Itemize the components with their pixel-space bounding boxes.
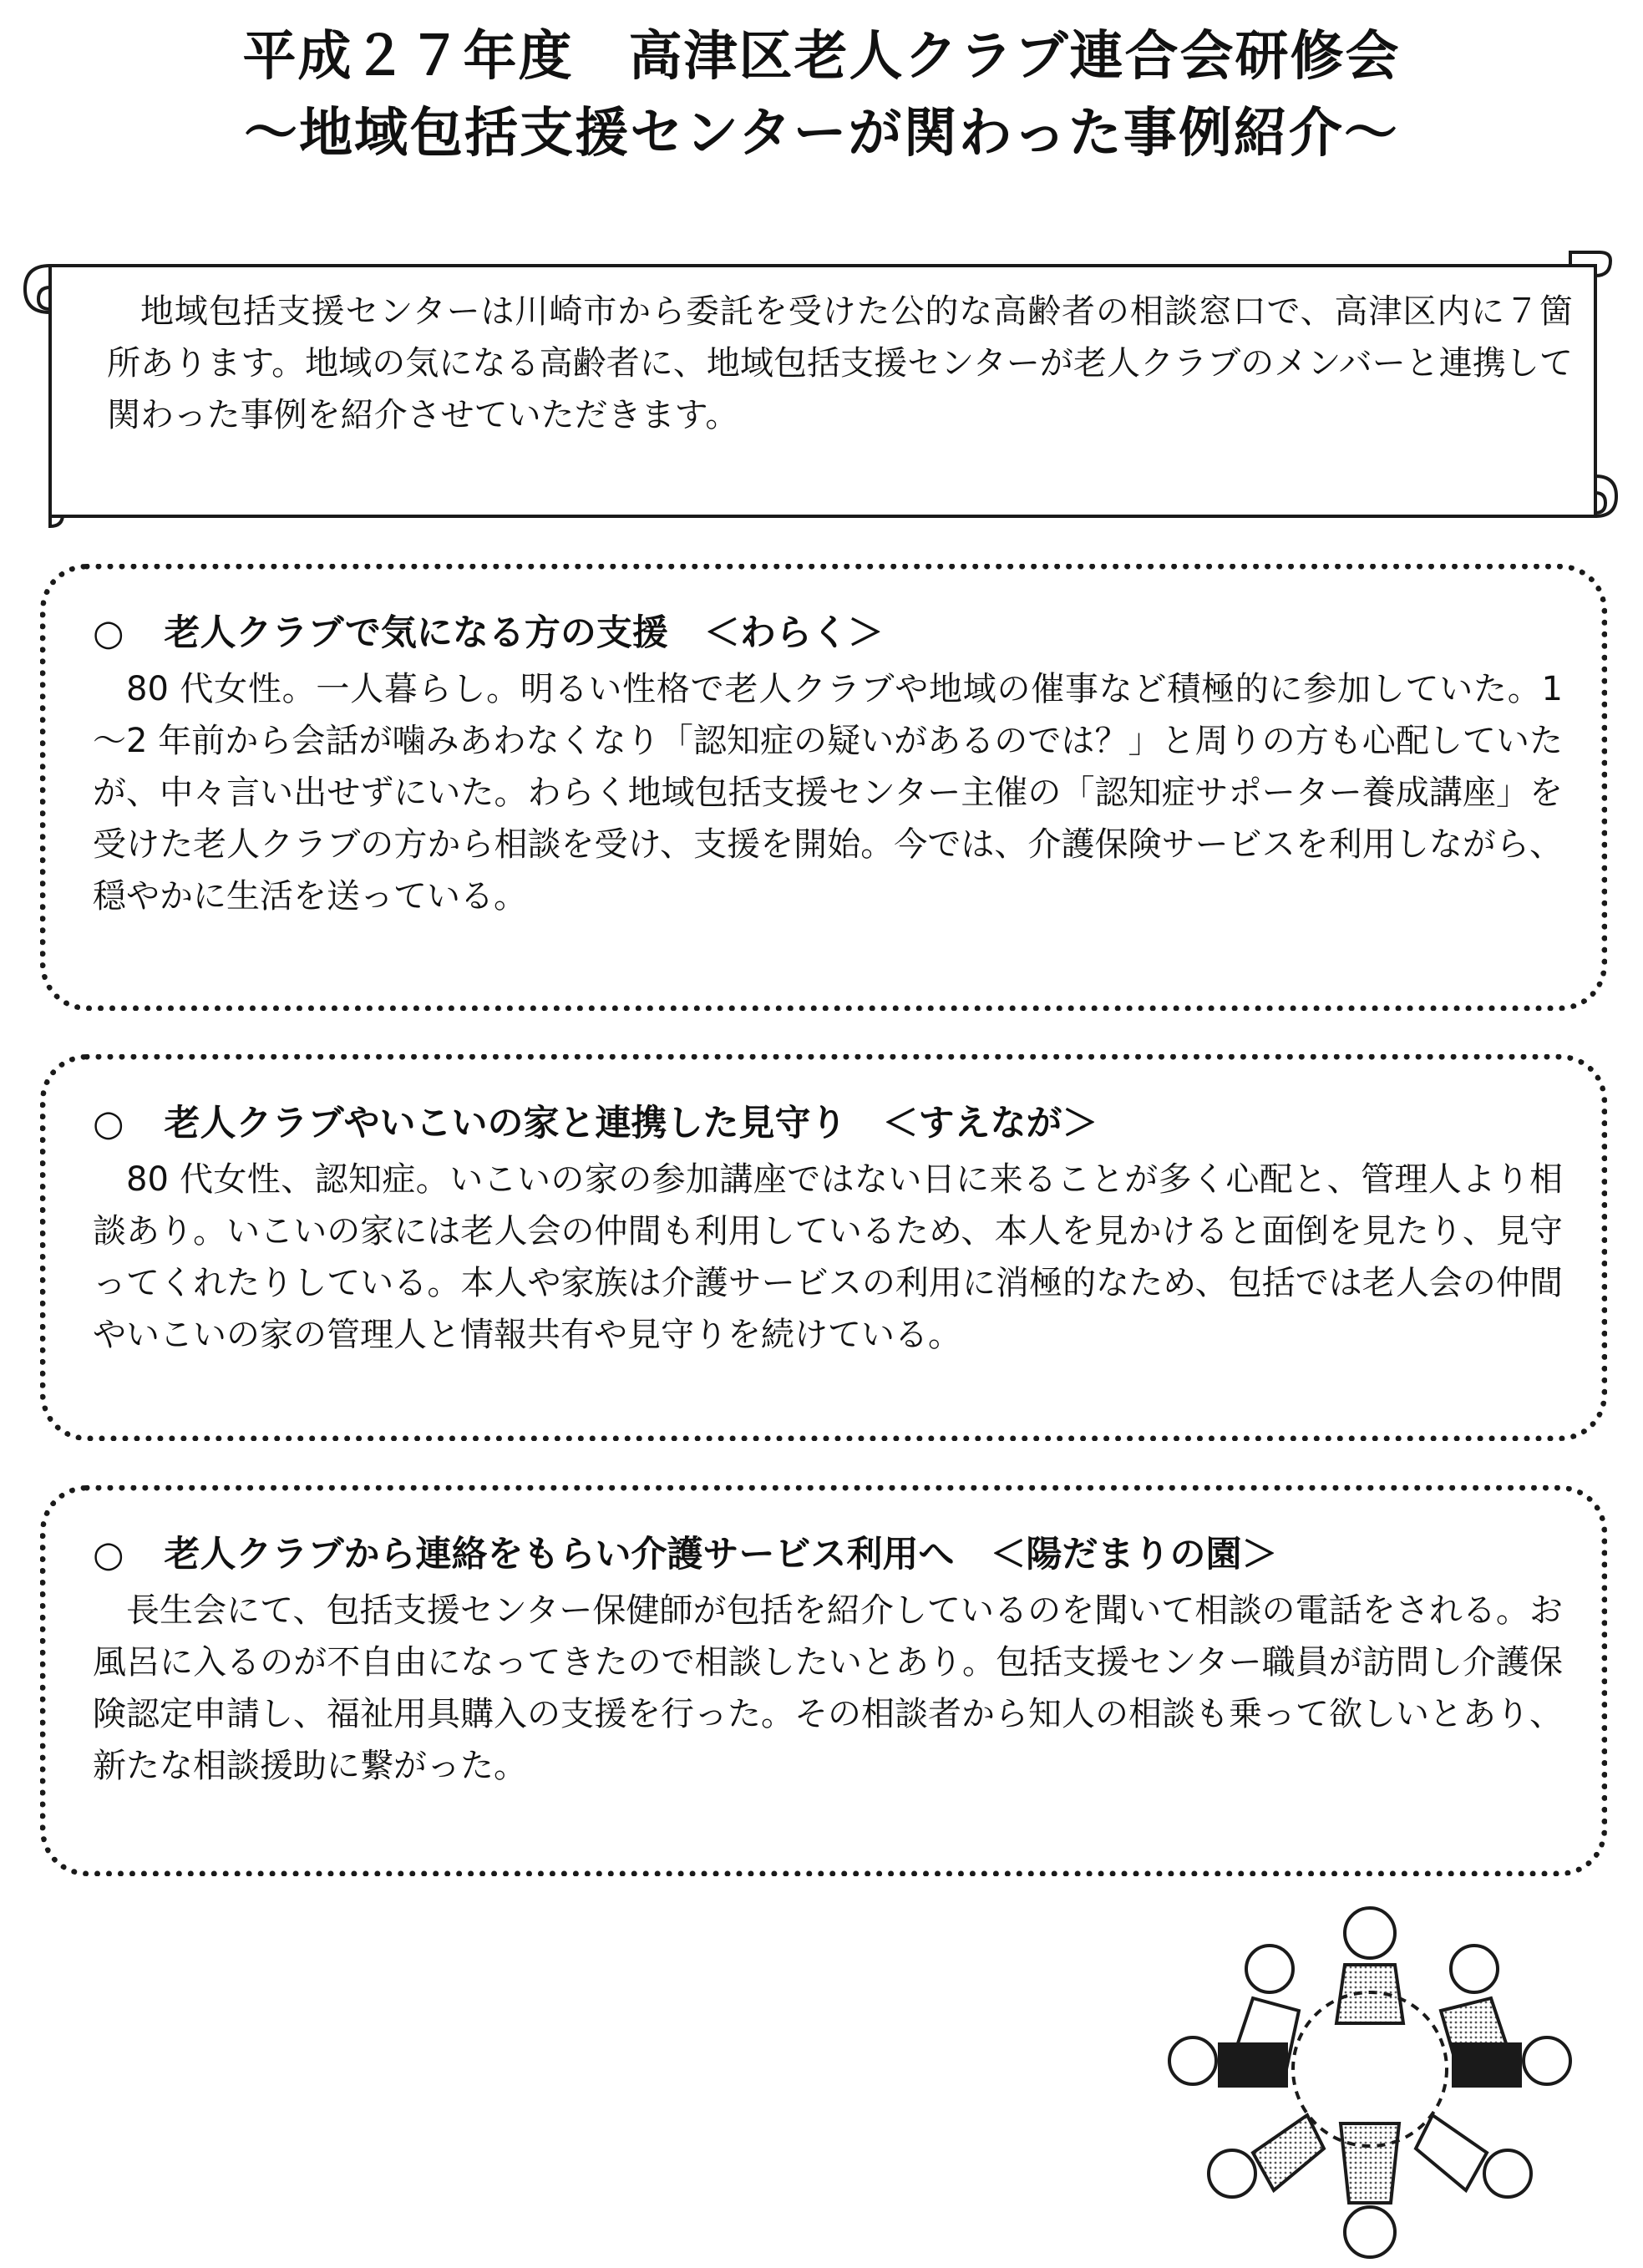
case-body: 長生会にて、包括支援センター保健師が包括を紹介しているのを聞いて相談の電話をされる。お風呂に入るのが不自由になってきたので相談したいとあり。包括支援センター職員が訪問し介護保険認定申請し、福祉用具購入の支援を行った。その相談者から知人の相談も乗って欲しいとあり、新たな相談援助に繋がった。 [93, 1591, 1563, 1785]
case-title [93, 1095, 1098, 1146]
case-title-text: 老人クラブやいこいの家と連携した見守り ＜すえなが＞ [164, 1103, 1098, 1144]
page-subtitle: ～地域包括支援センターが関わった事例紹介～ [244, 103, 1399, 165]
case-title [93, 1526, 1278, 1577]
circle-bullet: ○ [93, 1103, 124, 1144]
case-title-text: 老人クラブから連絡をもらい介護サービス利用へ ＜陽だまりの園＞ [164, 1534, 1278, 1575]
circle-bullet: ○ [93, 1534, 124, 1575]
case-box-suenaga [40, 1054, 1607, 1441]
circle-bullet: ○ [93, 612, 124, 654]
case-body: 80 代女性。一人暮らし。明るい性格で老人クラブや地域の催事など積極的に参加していた。1～2 年前から会話が噛みあわなくなり「認知症の疑いがあるのでは？」と周りの方も心配していたが、中々言い出せずにいた。わらく地域包括支援センター主催の「認知症サポーター養成講座」を受けた老人クラブの方から相談を受け、支援を開始。今では、介護保険サービスを利用しながら、穏やかに生活を送っている。 [93, 670, 1563, 916]
case-title-text: 老人クラブで気になる方の支援 ＜わらく＞ [164, 612, 884, 654]
page-title: 平成２７年度 高津区老人クラブ連合会研修会 [242, 26, 1401, 88]
case-box-hidamari [40, 1485, 1607, 1876]
case-box-waraku [40, 564, 1607, 1011]
case-title [93, 605, 884, 656]
case-body: 80 代女性、認知症。いこいの家の参加講座ではない日に来ることが多く心配と、管理人より相談あり。いこいの家には老人会の仲間も利用しているため、本人を見かけると面倒を見たり、見守ってくれたりしている。本人や家族は介護サービスの利用に消極的なため、包括では老人会の仲間やいこいの家の管理人と情報共有や見守りを続けている。 [93, 1160, 1563, 1354]
page-header [0, 18, 1643, 172]
people-holding-hands-circle-icon [1153, 1890, 1587, 2265]
intro-text: 地域包括支援センターは川崎市から委託を受けた公的な高齢者の相談窓口で、高津区内に７箇所あります。地域の気になる高齢者に、地域包括支援センターが老人クラブのメンバーと連携して関わった事例を紹介させていただきます。 [107, 292, 1573, 434]
intro-scroll-banner [17, 249, 1620, 533]
